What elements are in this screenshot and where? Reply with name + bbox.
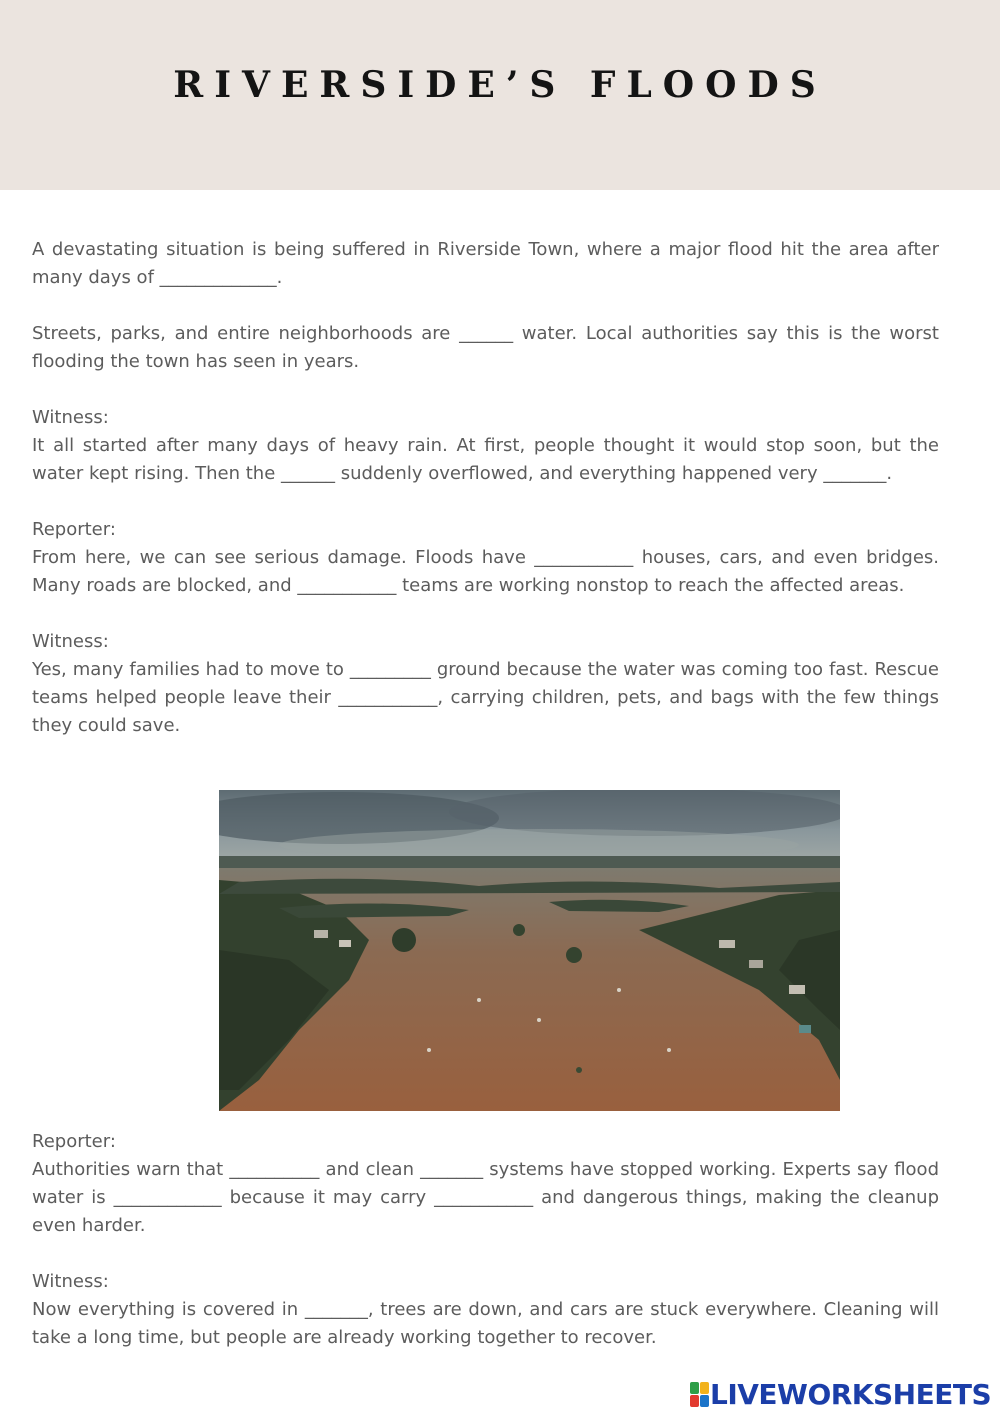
reporter-paragraph-1	[32, 516, 939, 600]
paragraph-text: Yes, many families had to move to _________ ground because the water was coming too fast. Rescue teams helped people leave their ___________, carrying children, pets, and bags with the few things they could save.	[32, 659, 939, 736]
witness-paragraph-3	[32, 1268, 939, 1352]
article-body-top	[32, 236, 939, 740]
speaker-label-reporter: Reporter:	[32, 1131, 116, 1152]
paragraph-text: A devastating situation is being suffered in Riverside Town, where a major flood hit the area after many days of _____________.	[32, 239, 939, 288]
witness-paragraph-2	[32, 628, 939, 740]
liveworksheets-wordmark: LIVEWORKSHEETS	[710, 1378, 992, 1411]
speaker-label-witness: Witness:	[32, 407, 109, 428]
reporter-paragraph-2	[32, 1128, 939, 1240]
paragraph-text: It all started after many days of heavy rain. At first, people thought it would stop soon, but the water kept rising. Then the ______ suddenly overflowed, and everything happened very _______.	[32, 435, 939, 484]
paragraph-text: From here, we can see serious damage. Floods have ___________ houses, cars, and even bridges. Many roads are blocked, and ___________ teams are working nonstop to reach the affected areas.	[32, 547, 939, 596]
article-paragraph-intro	[32, 236, 939, 292]
witness-paragraph-1	[32, 404, 939, 488]
header-banner	[0, 0, 1000, 190]
article-paragraph-streets	[32, 320, 939, 376]
paragraph-text: Streets, parks, and entire neighborhoods are ______ water. Local authorities say this is the worst flooding the town has seen in years.	[32, 323, 939, 372]
paragraph-text: Now everything is covered in _______, trees are down, and cars are stuck everywhere. Cleaning will take a long time, but people are already working together to recover.	[32, 1299, 939, 1348]
speaker-label-reporter: Reporter:	[32, 519, 116, 540]
speaker-label-witness: Witness:	[32, 631, 109, 652]
speaker-label-witness: Witness:	[32, 1271, 109, 1292]
page-title: RIVERSIDE’S FLOODS	[173, 64, 827, 106]
liveworksheets-logo-icon	[690, 1382, 710, 1408]
article-body-bottom	[32, 1128, 939, 1352]
flood-aerial-photo	[219, 790, 840, 1111]
paragraph-text: Authorities warn that __________ and clean _______ systems have stopped working. Experts say flood water is ____________ because it may carry ___________ and dangerous things, making the cleanup even harder.	[32, 1159, 939, 1236]
liveworksheets-brand[interactable]	[690, 1378, 990, 1412]
